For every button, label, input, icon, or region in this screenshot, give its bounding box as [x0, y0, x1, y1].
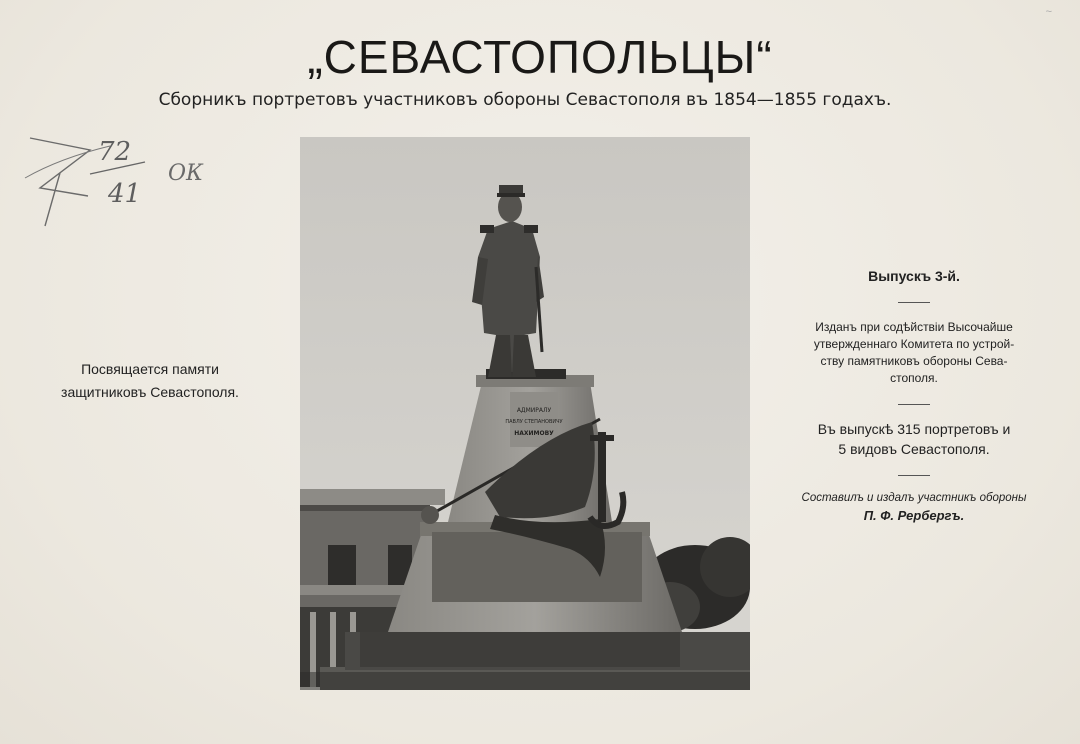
compiler-note: Составилъ и издалъ участникъ обороны — [801, 492, 1027, 504]
divider — [898, 404, 930, 405]
contents-line-1: Въ выпускѣ 315 портретовъ и — [817, 421, 1011, 437]
inscription-line-1: АДМИРАЛУ — [516, 407, 552, 414]
dedication-line-1: Посвящается памяти — [81, 361, 219, 377]
page-title: „СЕВАСТОПОЛЬЦЫ“ — [307, 31, 773, 83]
publisher-line-3: ству памятниковъ обороны Сева- — [820, 354, 1008, 368]
publisher-note — [783, 319, 1045, 387]
divider — [898, 475, 930, 476]
dedication-line-2: защитниковъ Севастополя. — [61, 384, 239, 400]
corner-pencil-mark: ~ — [1045, 6, 1052, 18]
inscription-line-3: НАХИМОВУ — [514, 430, 554, 437]
handwritten-number-41: 41 — [108, 179, 142, 209]
handwritten-initials: ОК — [168, 161, 204, 186]
publisher-line-1: Изданъ при содѣйствіи Высочайше — [815, 320, 1013, 334]
publisher-line-4: стополя. — [890, 371, 938, 385]
publisher-line-2: утвержденнаго Комитета по устрой- — [813, 337, 1015, 351]
handwritten-shelfmark — [20, 118, 220, 228]
author-name: П. Ф. Рербергъ. — [863, 508, 965, 523]
contents-line-2: 5 видовъ Севастополя. — [838, 441, 990, 457]
issue-contents — [783, 419, 1045, 459]
monument-photograph — [300, 137, 750, 690]
issue-number: Выпускъ 3-й. — [868, 268, 960, 284]
divider — [898, 302, 930, 303]
dedication — [30, 358, 270, 404]
page-subtitle: Сборникъ портретовъ участниковъ обороны Севастополя въ 1854—1855 годахъ. — [158, 90, 892, 110]
edition-info — [783, 268, 1045, 523]
handwritten-number-72: 72 — [98, 137, 132, 167]
inscription-line-2: ПАВЛУ СТЕПАНОВИЧУ — [505, 419, 563, 425]
